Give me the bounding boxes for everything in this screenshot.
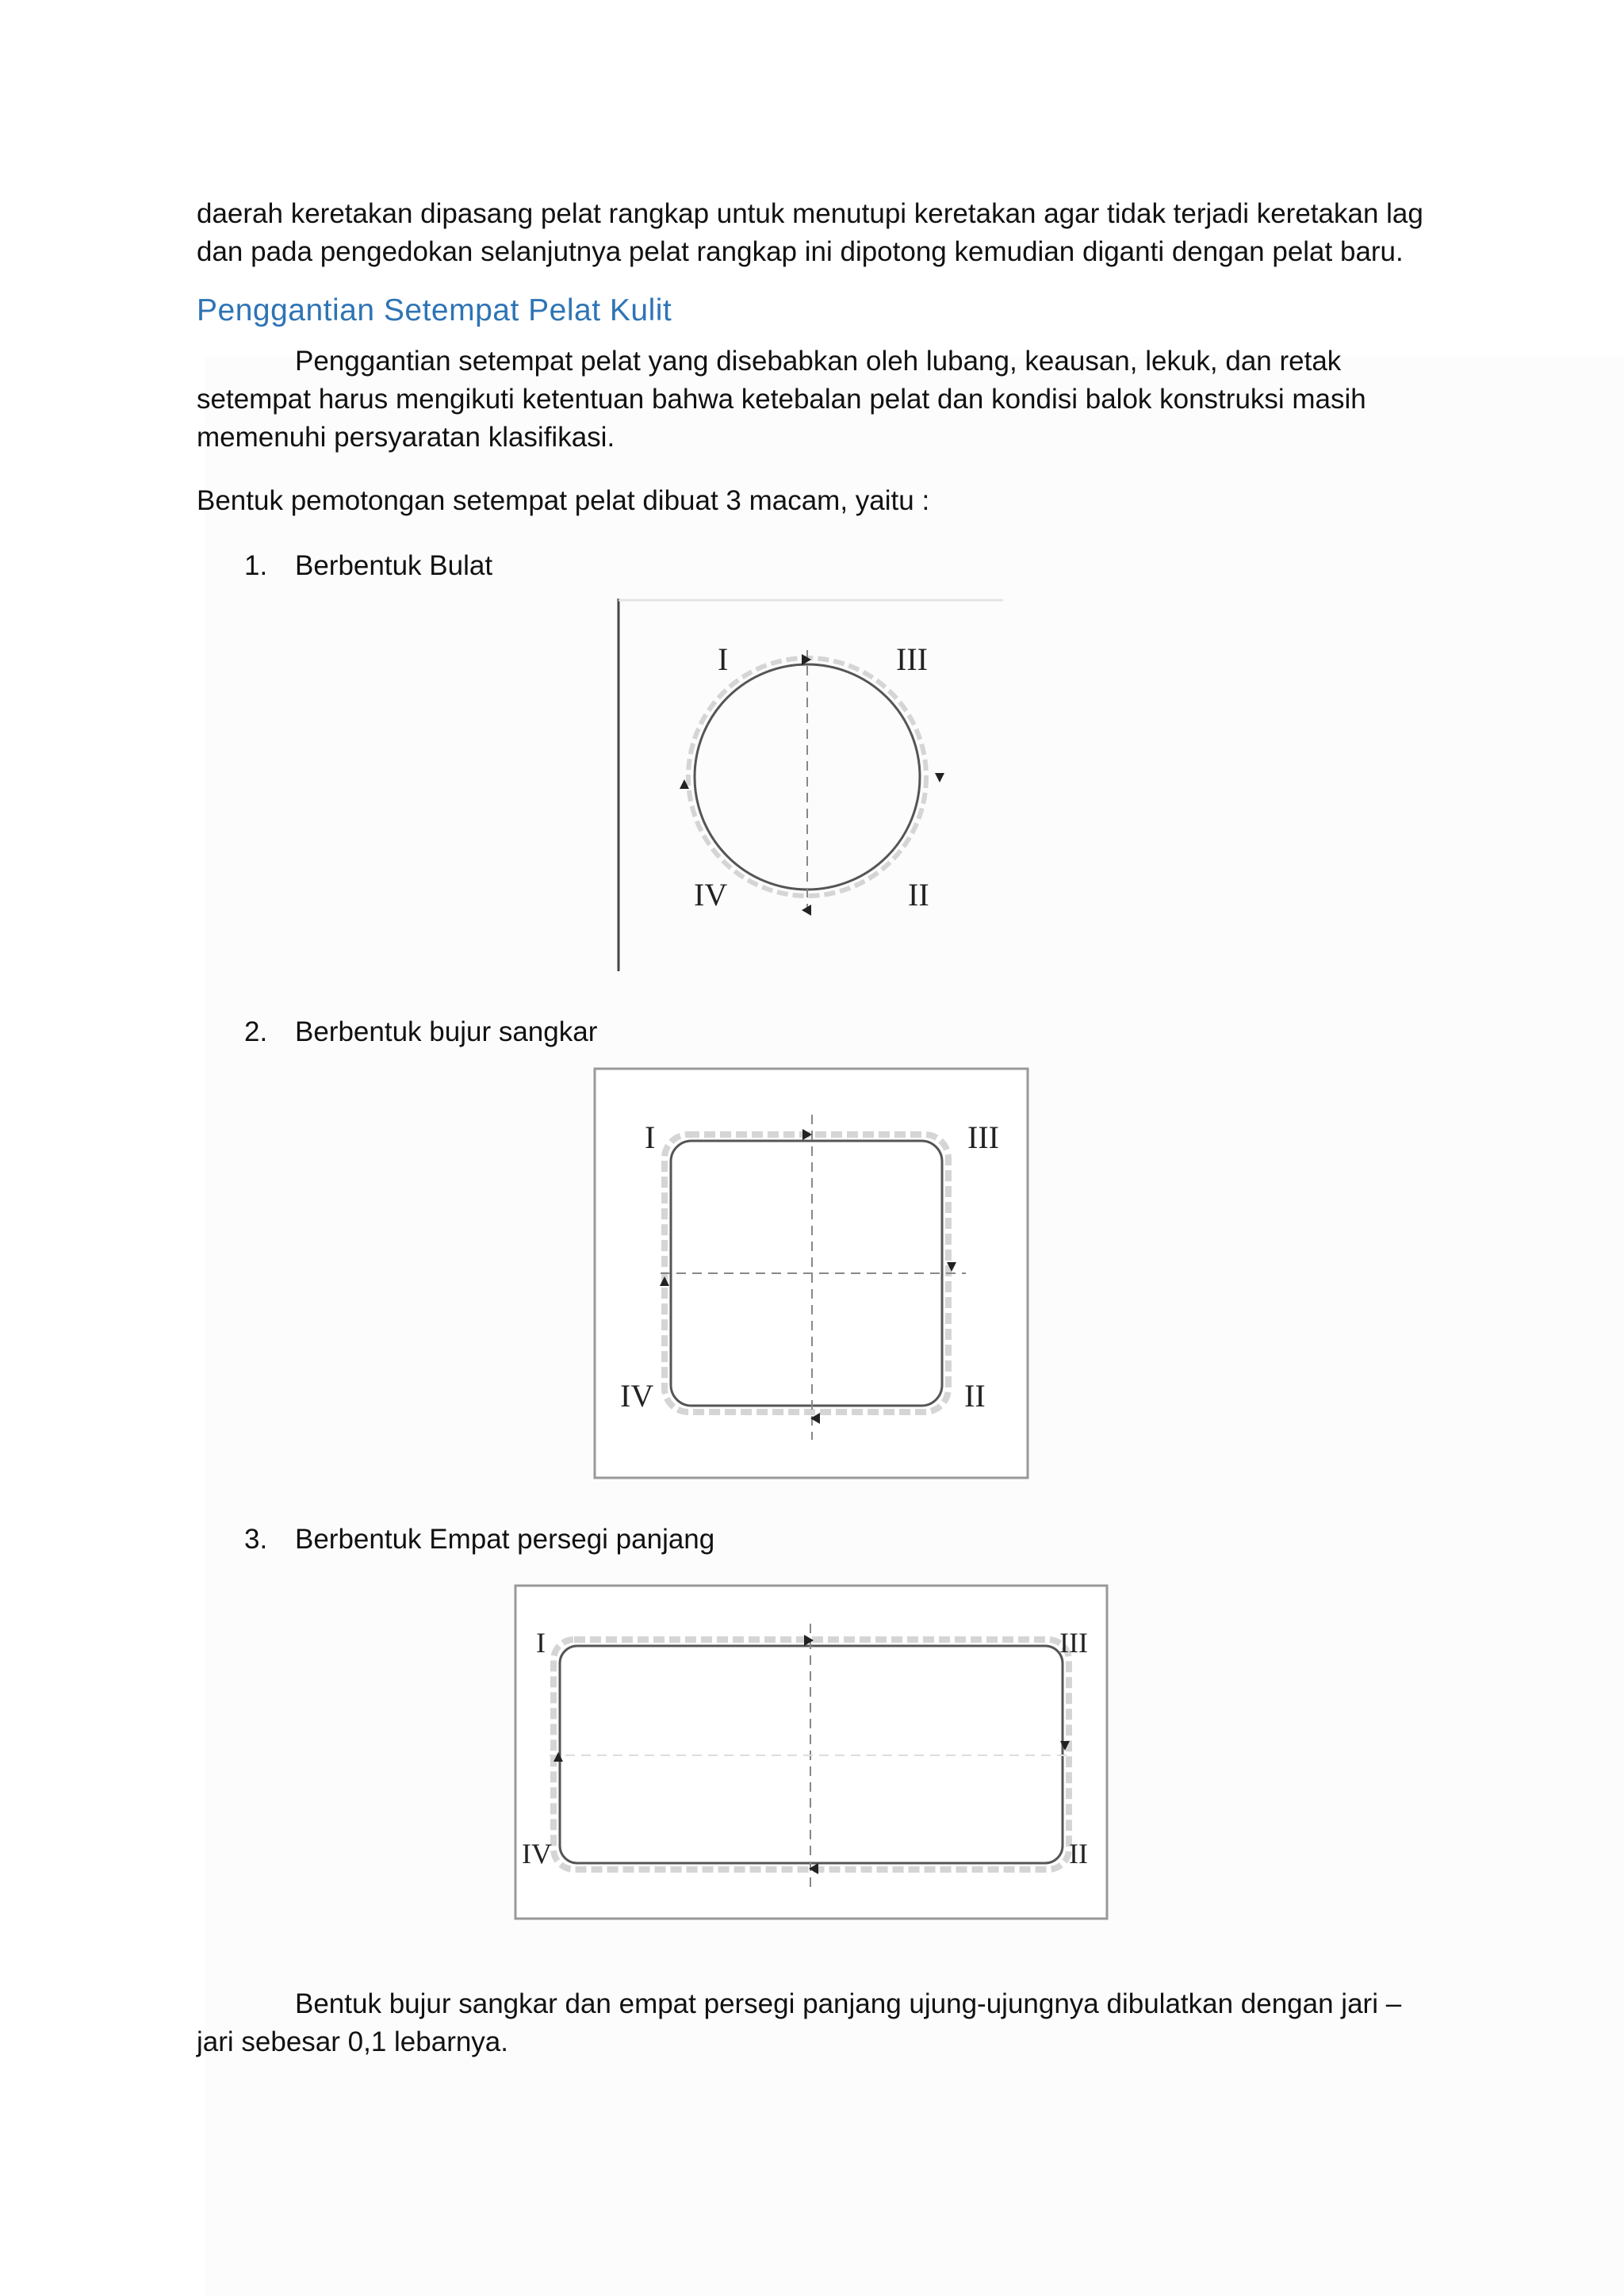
- shapes-intro: Bentuk pemotongan setempat pelat dibuat 3 macam, yaitu :: [197, 485, 930, 516]
- label-q2: II: [908, 877, 929, 913]
- closing-paragraph: Bentuk bujur sangkar dan empat persegi panjang ujung-ujungnya dibulatkan dengan jari – jari sebesar 0,1 lebarnya.: [197, 1988, 1402, 2057]
- label-q3: III: [967, 1119, 999, 1155]
- list-item-square: [244, 1013, 597, 1051]
- label-q3: III: [896, 641, 928, 677]
- figure-rectangle: [514, 1584, 1110, 1923]
- list-number: 2.: [244, 1016, 268, 1047]
- section-heading: Penggantian Setempat Pelat Kulit: [197, 293, 672, 327]
- intro-paragraph: [197, 195, 1434, 271]
- list-number: 3.: [244, 1524, 268, 1555]
- label-q1: I: [536, 1627, 546, 1659]
- label-q1: I: [718, 641, 729, 677]
- intro-line-2: dan pada pengedokan selanjutnya pelat rangkap ini dipotong kemudian diganti dengan pelat baru.: [197, 236, 1404, 267]
- list-item-rectangle: [244, 1521, 714, 1559]
- label-q2: II: [964, 1378, 986, 1414]
- label-q4: IV: [694, 877, 728, 913]
- figure-square: [593, 1067, 1031, 1481]
- list-label: Berbentuk bujur sangkar: [295, 1016, 598, 1047]
- list-item-round: [244, 547, 492, 585]
- label-q3: III: [1059, 1627, 1088, 1659]
- label-q1: I: [645, 1119, 656, 1155]
- list-number: 1.: [244, 550, 268, 581]
- intro-line-1: daerah keretakan dipasang pelat rangkap untuk menutupi keretakan agar tidak terjadi keretakan lag: [197, 198, 1423, 229]
- list-label: Berbentuk Empat persegi panjang: [295, 1524, 715, 1555]
- section-body: Penggantian setempat pelat yang disebabkan oleh lubang, keausan, lekuk, dan retak setempat harus mengikuti ketentuan bahwa ketebalan pelat dan kondisi balok konstruksi masih memenuhi persyaratan klasifikasi.: [197, 346, 1366, 453]
- label-q4: IV: [620, 1378, 654, 1414]
- figure-circle: [615, 599, 1011, 971]
- label-q2: II: [1069, 1838, 1088, 1869]
- list-label: Berbentuk Bulat: [295, 550, 493, 581]
- label-q4: IV: [522, 1838, 552, 1869]
